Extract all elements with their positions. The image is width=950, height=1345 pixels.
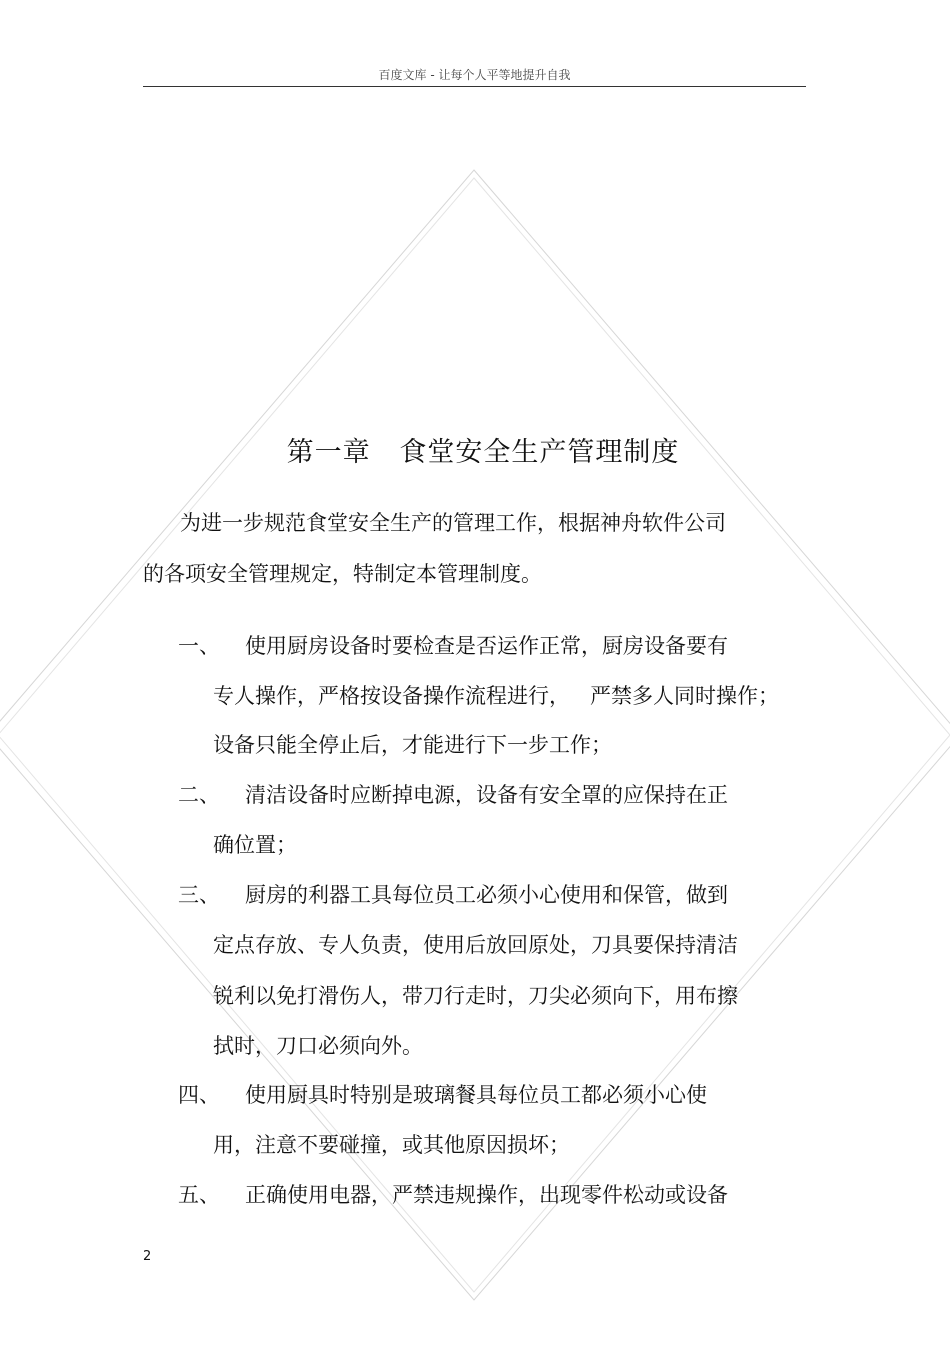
item-3-line-4: 拭时，刀口必须向外。 <box>213 1034 423 1058</box>
item-1-line-3: 设备只能全停止后，才能进行下一步工作； <box>213 733 612 757</box>
item-2-line-1: 清洁设备时应断掉电源，设备有安全罩的应保持在正 <box>245 783 728 807</box>
intro-line-1: 为进一步规范食堂安全生产的管理工作，根据神舟软件公司 <box>180 511 726 535</box>
page-header: 百度文库 - 让每个人平等地提升自我 <box>378 68 571 82</box>
item-5-line-1: 正确使用电器，严禁违规操作，出现零件松动或设备 <box>245 1183 728 1207</box>
item-4-line-2: 用，注意不要碰撞，或其他原因损坏； <box>213 1133 570 1157</box>
header-rule <box>143 86 806 87</box>
item-3-line-3: 锐利以免打滑伤人，带刀行走时，刀尖必须向下，用布擦 <box>213 984 738 1008</box>
page-number: 2 <box>143 1249 152 1264</box>
item-4-number: 四、 <box>178 1083 220 1107</box>
item-2-line-2: 确位置； <box>213 833 297 857</box>
intro-line-2: 的各项安全管理规定，特制定本管理制度。 <box>143 562 542 586</box>
item-1-line-1: 使用厨房设备时要检查是否运作正常，厨房设备要有 <box>245 634 728 658</box>
item-5-number: 五、 <box>178 1183 220 1207</box>
item-1-number: 一、 <box>178 634 220 658</box>
chapter-title: 第一章 食堂安全生产管理制度 <box>286 437 680 468</box>
item-3-number: 三、 <box>178 883 220 907</box>
item-1-line-2: 专人操作，严格按设备操作流程进行， 严禁多人同时操作； <box>213 684 780 708</box>
item-2-number: 二、 <box>178 783 220 807</box>
item-4-line-1: 使用厨具时特别是玻璃餐具每位员工都必须小心使 <box>245 1083 707 1107</box>
item-3-line-1: 厨房的利器工具每位员工必须小心使用和保管，做到 <box>245 883 728 907</box>
item-3-line-2: 定点存放、专人负责，使用后放回原处，刀具要保持清洁 <box>213 933 738 957</box>
